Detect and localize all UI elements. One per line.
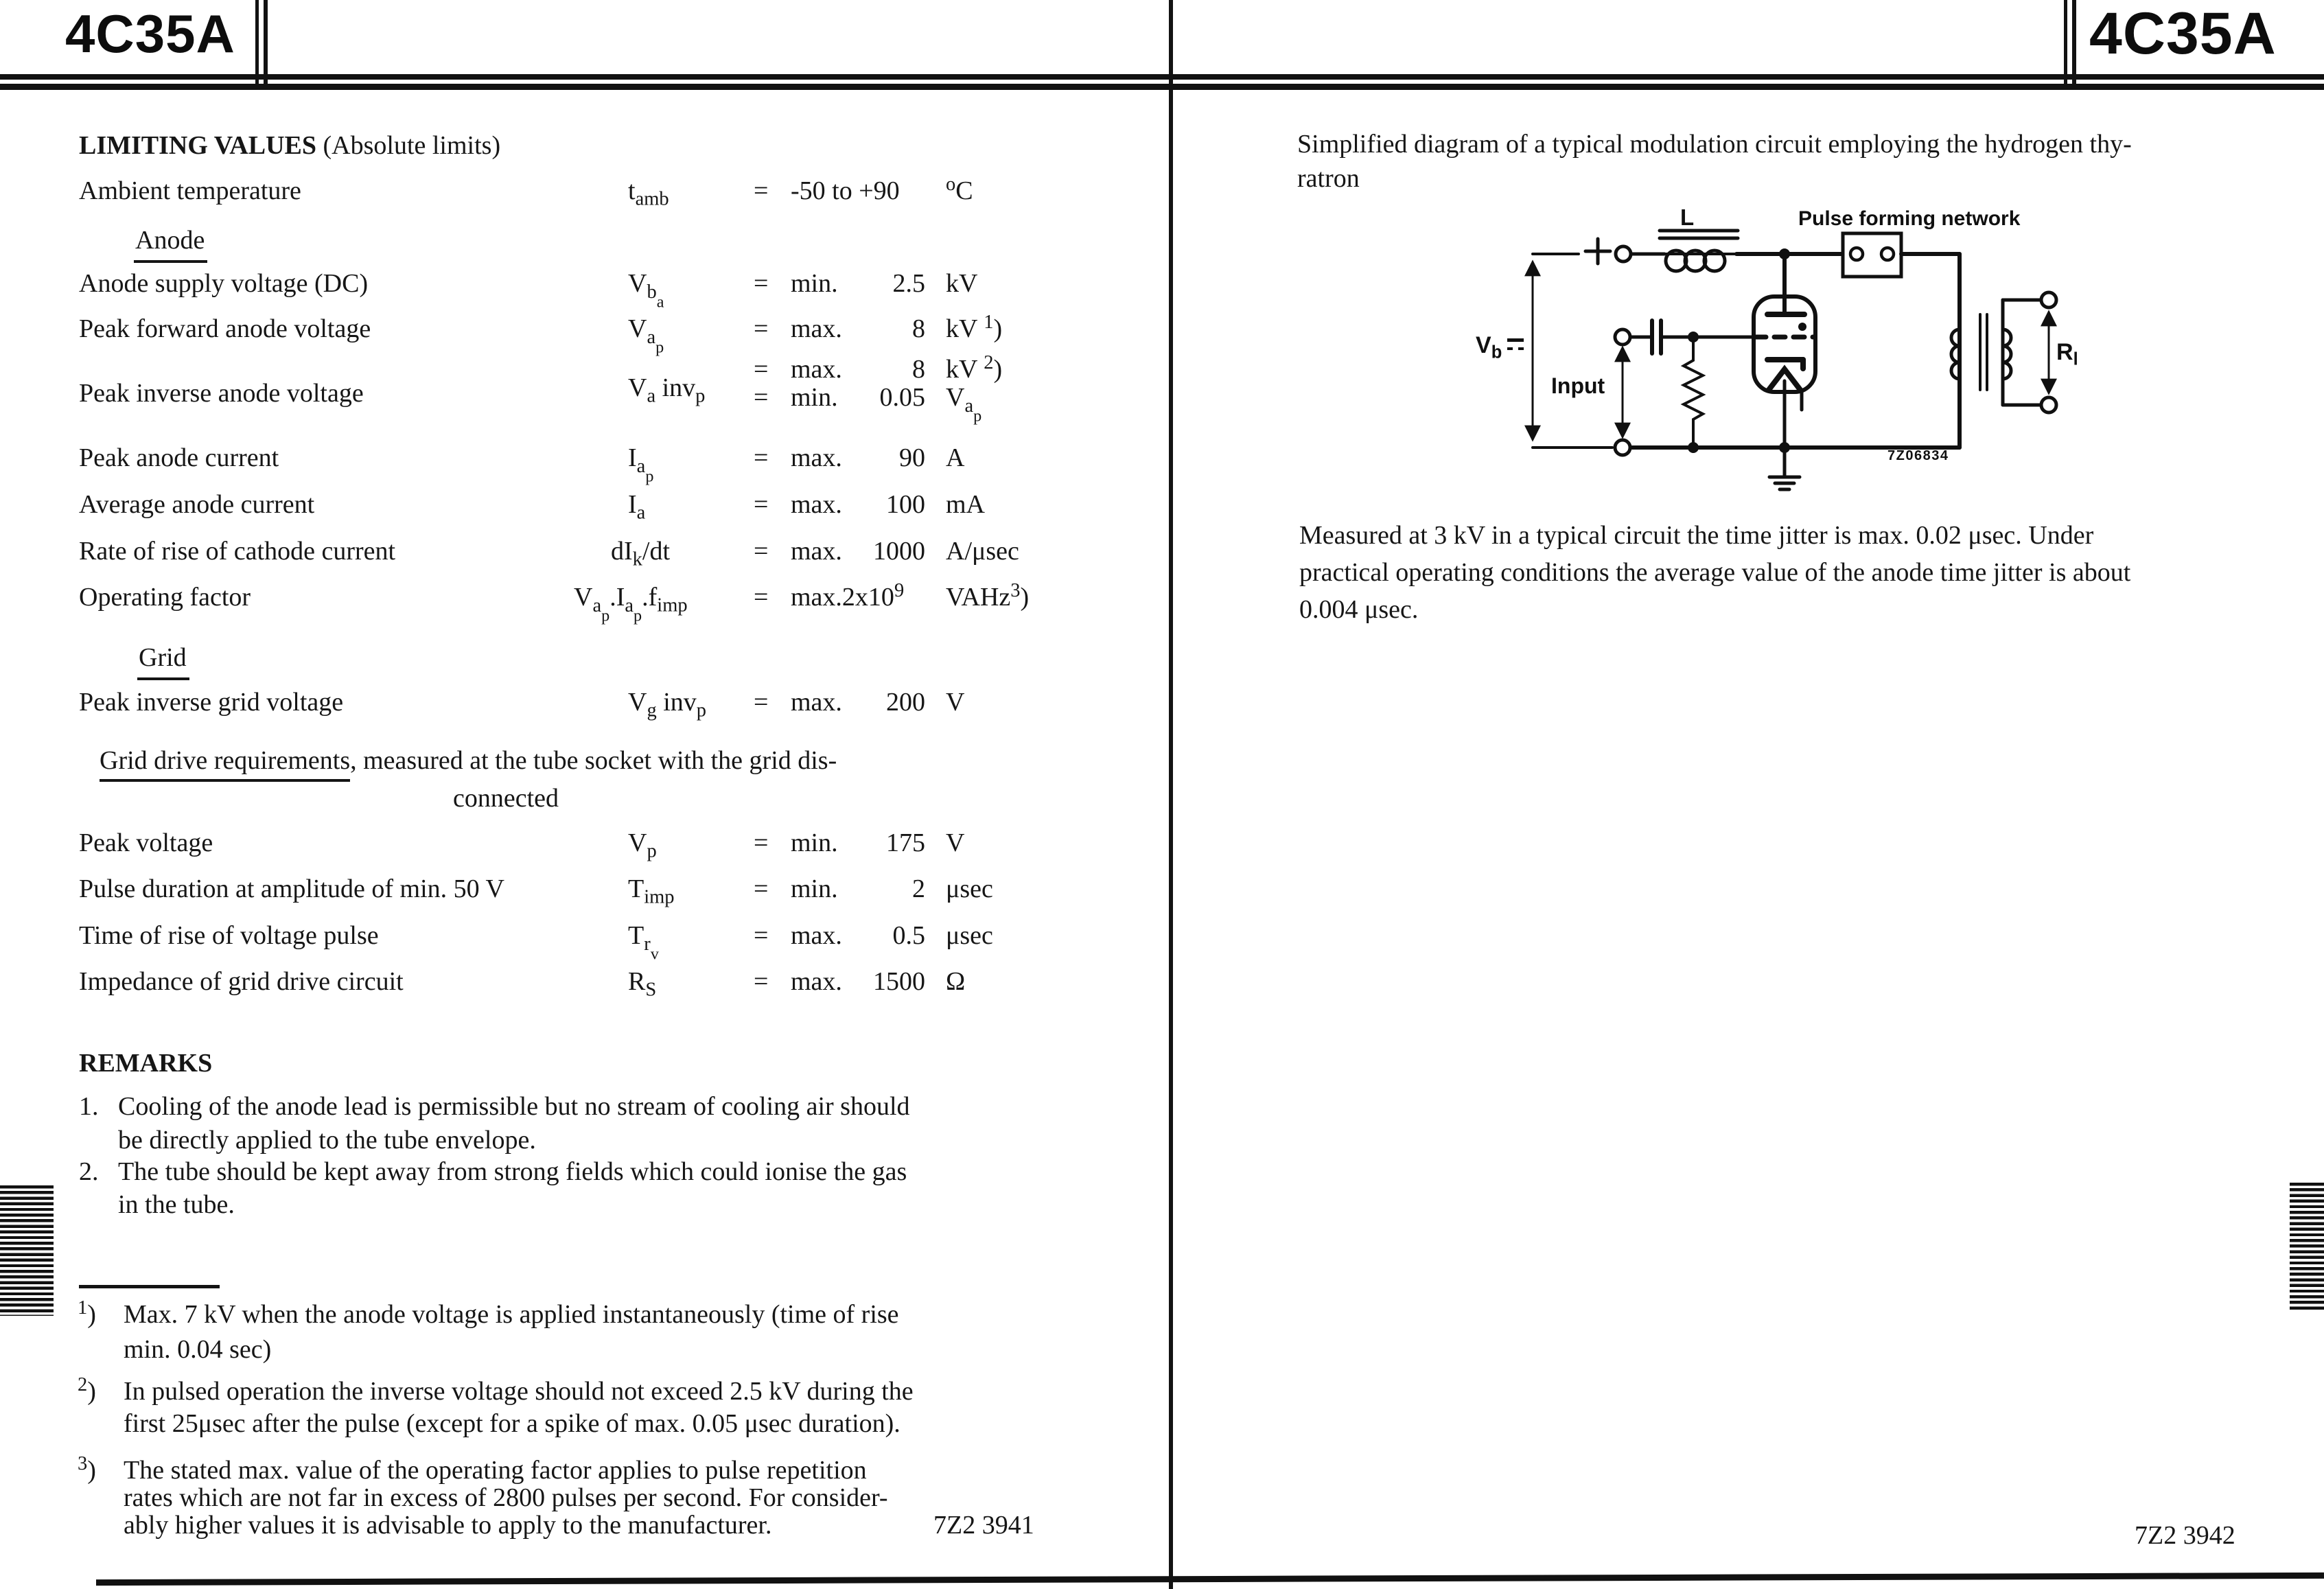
row-qualifier: min.: [791, 828, 838, 857]
row-label: Pulse duration at amplitude of min. 50 V: [79, 874, 504, 903]
left-header-divider-outer: [255, 0, 259, 84]
row-unit: kV $^2$): [946, 352, 1003, 384]
row-value: 1000: [873, 537, 925, 566]
page-title-left-model: 4C35A: [65, 3, 235, 64]
row-unit: kV $^1$): [946, 312, 1003, 343]
header-rule-top: [0, 74, 2324, 80]
header-rule-bottom: [0, 84, 2324, 90]
grid-resistor: [1684, 337, 1703, 448]
load-resistor-label: $R_l$: [2056, 339, 2078, 369]
row-equals: =: [754, 967, 769, 996]
row-value: -50 to +90: [791, 176, 900, 205]
jitter-paragraph-line1: Measured at 3 kV in a typical circuit the time jitter is max. 0.02 μsec. Under: [1299, 521, 2094, 550]
row-unit: $V_{a_p}$: [946, 383, 982, 425]
diagram-caption-line2: ratron: [1297, 164, 1360, 193]
row-qualifier: max.: [791, 443, 842, 472]
row-symbol: $T_{imp}$: [628, 874, 675, 908]
row-unit: kV: [946, 269, 978, 298]
row-label: Impedance of grid drive circuit: [79, 967, 404, 996]
limiting-values-heading: [79, 130, 500, 161]
section-subhead-anode: Anode: [134, 225, 207, 263]
supply-voltage-label: [1476, 332, 1524, 362]
doc-number-left: 7Z2 3941: [933, 1511, 1034, 1540]
diagram-caption-line1: Simplified diagram of a typical modulation circuit employing the hydrogen thy-: [1297, 130, 2132, 159]
footnote-1-line2: min. 0.04 sec): [124, 1335, 272, 1364]
row-label: Time of rise of voltage pulse: [79, 921, 379, 950]
row-qualifier: min.: [791, 874, 838, 903]
terminal-common-bottom: [1615, 440, 1630, 455]
remark-2-number: 2.: [79, 1157, 99, 1186]
footnote-2-line1: In pulsed operation the inverse voltage should not exceed 2.5 kV during the: [124, 1377, 914, 1406]
row-symbol: $dI_k/dt$: [611, 537, 671, 570]
jitter-paragraph-line2: practical operating conditions the average value of the anode time jitter is about: [1299, 558, 2131, 587]
vb-text: $V_b$: [1476, 332, 1502, 362]
row-unit: V: [946, 828, 965, 857]
row-unit: V: [946, 688, 965, 717]
row-symbol: $V_a$ inv$_p$: [628, 373, 706, 407]
row-unit: mA: [946, 490, 985, 519]
modulation-circuit-diagram: [1441, 206, 2128, 501]
pfn-terminal: [1850, 248, 1863, 260]
pulse-forming-network-label: Pulse forming network: [1798, 207, 2021, 230]
remarks-heading: REMARKS: [79, 1049, 213, 1078]
row-symbol: $V_{b_a}$: [628, 269, 664, 311]
row-symbol: $V_{a_p}.I_{a_p}.f_{imp}$: [574, 583, 688, 625]
row-symbol: $V_g$ inv$_p$: [628, 688, 707, 721]
row-value: 90: [899, 443, 925, 472]
terminal-positive: [1616, 246, 1631, 262]
row-value: 8: [912, 314, 925, 343]
row-value: 1500: [873, 967, 925, 996]
grid-drive-heading: [100, 745, 837, 776]
load-terminal-top: [2041, 292, 2056, 308]
footnote-3-line1: The stated max. value of the operating factor applies to pulse repetition: [124, 1456, 867, 1485]
row-qualifier: max.: [791, 537, 842, 566]
circuit-schematic-svg: [1441, 206, 2128, 501]
row-label: Peak voltage: [79, 828, 213, 857]
row-symbol: $I_{a_p}$: [628, 443, 654, 485]
row-value: 2.5: [892, 269, 925, 298]
inductor-label: L: [1680, 205, 1695, 230]
row-equals: =: [754, 383, 769, 412]
footnote-3-marker: $^3$): [78, 1453, 96, 1485]
row-unit: A/μsec: [946, 537, 1019, 566]
junction-dot: [1688, 442, 1699, 453]
row-equals: =: [754, 490, 769, 519]
right-header-divider-inner: [2064, 0, 2067, 84]
row-value: 2: [912, 874, 925, 903]
grid-drive-rest: , measured at the tube socket with the grid dis-: [350, 746, 837, 775]
row-qualifier: max.: [791, 967, 842, 996]
bottom-scan-bar: [96, 1573, 2324, 1586]
remark-1-line1: Cooling of the anode lead is permissible but no stream of cooling air should: [118, 1092, 910, 1121]
row-qualifier: max.: [791, 314, 842, 343]
row-qualifier: max.: [791, 490, 842, 519]
row-label: Ambient temperature: [79, 176, 301, 205]
section-subhead-grid: Grid: [137, 642, 189, 680]
row-equals: =: [754, 921, 769, 950]
footnote-3-line3: ably higher values it is advisable to apply to the manufacturer.: [124, 1511, 772, 1540]
row-qualifier: min.: [791, 269, 838, 298]
row-symbol: $V_p$: [628, 828, 657, 862]
grid-drive-underlined: Grid drive requirements: [100, 746, 350, 782]
row-value: 200: [886, 688, 925, 717]
right-header-divider-outer: [2072, 0, 2076, 84]
footnote-1-marker: $^1$): [78, 1297, 96, 1329]
row-equals: =: [754, 688, 769, 717]
page-spine-divider: [1169, 0, 1173, 1589]
footnote-3-line2: rates which are not far in excess of 2800 pulses per second. For consider-: [124, 1483, 888, 1512]
row-equals: =: [754, 874, 769, 903]
row-value: 175: [886, 828, 925, 857]
row-equals: =: [754, 443, 769, 472]
footnote-2-line2: first 25μsec after the pulse (except for a spike of max. 0.05 μsec duration).: [124, 1409, 900, 1438]
row-equals: =: [754, 176, 769, 205]
row-unit: $^o$C: [946, 174, 973, 205]
row-unit: μsec: [946, 874, 993, 903]
input-label: Input: [1551, 373, 1605, 398]
row-value: 8: [912, 355, 925, 384]
row-label: Peak forward anode voltage: [79, 314, 371, 343]
row-label: Anode supply voltage (DC): [79, 269, 369, 298]
row-value: 100: [886, 490, 925, 519]
row-value: $\max.2x10^9$: [791, 580, 905, 612]
pfn-terminal: [1881, 248, 1894, 260]
remark-1-line2: be directly applied to the tube envelope.: [118, 1126, 536, 1155]
row-equals: =: [754, 537, 769, 566]
limiting-values-heading-bold: LIMITING VALUES: [79, 131, 316, 160]
row-equals: =: [754, 828, 769, 857]
row-symbol: $R_S$: [628, 967, 657, 1001]
row-qualifier: min.: [791, 383, 838, 412]
row-symbol: $V_{a_p}$: [628, 314, 664, 356]
row-equals: =: [754, 269, 769, 298]
footnote-1-line1: Max. 7 kV when the anode voltage is applied instantaneously (time of rise: [124, 1300, 899, 1329]
row-unit: Ω: [946, 967, 966, 996]
row-label: Peak inverse anode voltage: [79, 379, 364, 408]
diagram-code: 7Z06834: [1887, 448, 1949, 463]
row-symbol: $t_{amb}$: [628, 176, 669, 210]
grid-drive-continuation: connected: [453, 784, 559, 813]
left-registration-stripes: [0, 1185, 54, 1316]
row-unit: A: [946, 443, 965, 472]
right-registration-stripes: [2290, 1183, 2324, 1312]
page-title-right-model: 4C35A: [2089, 1, 2277, 67]
row-qualifier: max.: [791, 688, 842, 717]
row-unit: μsec: [946, 921, 993, 950]
row-value: 0.5: [892, 921, 925, 950]
row-equals: =: [754, 355, 769, 384]
limiting-values-heading-rest: (Absolute limits): [316, 131, 501, 160]
row-label: Operating factor: [79, 583, 251, 612]
footnote-2-marker: $^2$): [78, 1374, 96, 1406]
row-symbol: $T_{r_v}$: [628, 921, 659, 963]
terminal-input: [1615, 329, 1630, 345]
row-label: Rate of rise of cathode current: [79, 537, 396, 566]
row-qualifier: max.: [791, 355, 842, 384]
left-header-divider-inner: [264, 0, 268, 84]
gas-indicator-dot: [1798, 323, 1806, 331]
dc-symbol: [1507, 338, 1524, 350]
remark-2-line1: The tube should be kept away from strong fields which could ionise the gas: [118, 1157, 907, 1186]
row-qualifier: max.: [791, 921, 842, 950]
row-unit: VAHz$^3$): [946, 580, 1030, 612]
jitter-paragraph-line3: 0.004 μsec.: [1299, 595, 1419, 624]
remark-1-number: 1.: [79, 1092, 99, 1121]
row-label: Average anode current: [79, 490, 315, 519]
row-symbol: $I_a$: [628, 490, 646, 524]
remark-2-line2: in the tube.: [118, 1190, 235, 1219]
row-label: Peak inverse grid voltage: [79, 688, 344, 717]
row-equals: =: [754, 583, 769, 612]
footnote-separator-rule: [79, 1285, 220, 1288]
row-value: 0.05: [879, 383, 925, 412]
row-label: Peak anode current: [79, 443, 279, 472]
load-terminal-bottom: [2041, 397, 2056, 413]
doc-number-right: 7Z2 3942: [2135, 1521, 2235, 1550]
row-equals: =: [754, 314, 769, 343]
